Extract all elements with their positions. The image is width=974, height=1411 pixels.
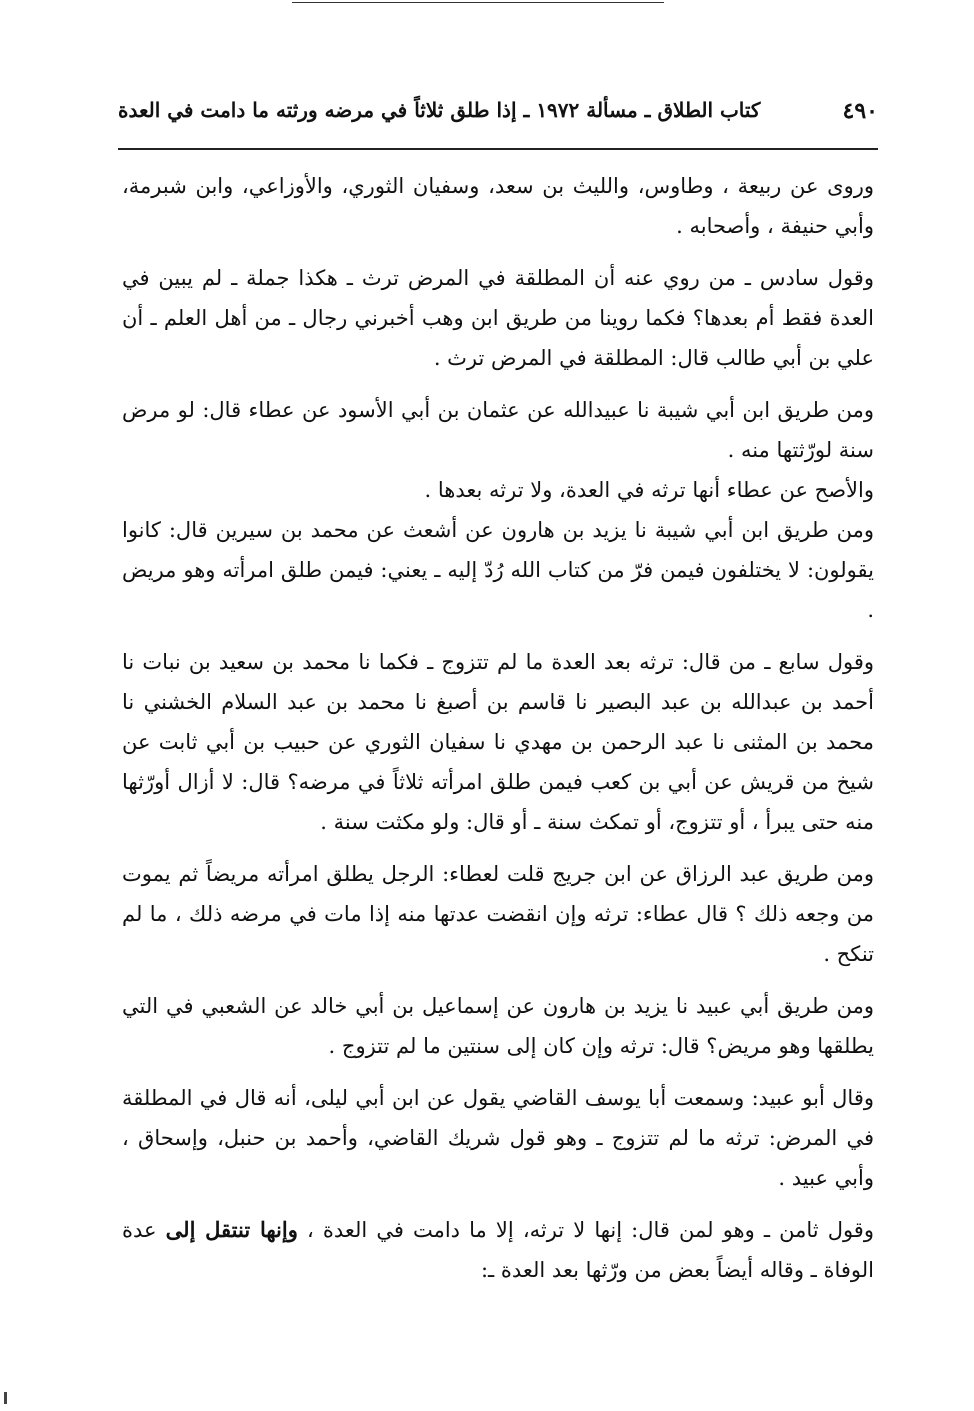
paragraph: ومن طريق أبي عبيد نا يزيد بن هارون عن إسماعيل بن أبي خالد عن الشعبي في التي يطلقها وهو مريض؟ قال: ترثه وإن كان إلى سنتين ما لم تتزوج . [122,994,874,1058]
page-body [122,166,874,1302]
final-paragraph-intro: وقول ثامن ـ وهو لمن قال: إنها لا ترثه، إلا ما دامت في العدة ، [297,1218,874,1242]
page-header [118,98,878,138]
paragraph: ومن طريق عبد الرزاق عن ابن جريج قلت لعطاء: الرجل يطلق امرأته مريضاً ثم يموت من وجعه ذلك ؟ قال عطاء: ترثه وإن انقضت عدتها منه إذا مات في مرضه ذلك ، ما لم تنكح . [122,862,874,966]
paragraph: وقال أبو عبيد: وسمعت أبا يوسف القاضي يقول عن ابن أبي ليلى، أنه قال في المطلقة في المرض: ترثه ما لم تتزوج ـ وهو قول شريك القاضي، وأحمد بن حنبل، وإسحاق ، وأبي عبيد . [122,1086,874,1190]
paragraph: ومن طريق ابن أبي شيبة نا عبيدالله عن عثمان بن أبي الأسود عن عطاء قال: لو مرض سنة لورّثتها منه . [122,398,874,462]
paragraph: وروى عن ربيعة ، وطاوس، والليث بن سعد، وسفيان الثوري، والأوزاعي، وابن شبرمة، وأبي حنيفة ، وأصحابه . [122,174,874,238]
final-paragraph-rest: عدة الوفاة ـ وقاله أيضاً بعض من ورّثها بعد العدة ـ: [122,1218,874,1282]
scan-edge-mark [4,1392,7,1404]
paragraph: والأصح عن عطاء أنها ترثه في العدة، ولا ترثه بعدها . [424,478,874,502]
page-number: ٤٩٠ [842,98,878,124]
final-paragraph-emphasis: وإنها تنتقل إلى [165,1217,298,1242]
final-paragraph [122,1210,874,1290]
paragraph: وقول سادس ـ من روي عنه أن المطلقة في المرض ترث ـ هكذا جملة ـ لم يبين في العدة فقط أم بعدها؟ فكما روينا من طريق ابن وهب أخبرني رجال ـ من أهل العلم ـ أن علي بن أبي طالب قال: المطلقة في المرض ترث . [122,266,874,370]
header-rule [118,148,878,150]
paragraph: وقول سابع ـ من قال: ترثه بعد العدة ما لم تتزوج ـ فكما نا محمد بن سعيد بن نبات نا أحمد بن عبدالله بن عبد البصير نا قاسم بن أصبغ نا محمد بن عبد السلام الخشني نا محمد بن المثنى نا عبد الرحمن بن مهدي نا سفيان الثوري عن حبيب بن أبي ثابت عن شيخ من قريش عن أبي بن كعب فيمن طلق امرأته ثلاثاً في مرضه؟ قال: لا أزال أورّثها منه حتى يبرأ ، أو تتزوج، أو تمكث سنة ـ أو قال: ولو مكثت سنة . [122,650,874,834]
running-title: كتاب الطلاق ـ مسألة ١٩٧٢ ـ إذا طلق ثلاثاً في مرضه ورثته ما دامت في العدة [118,98,761,122]
paragraph: ومن طريق ابن أبي شيبة نا يزيد بن هارون عن أشعث عن محمد بن سيرين قال: كانوا يقولون: لا يختلفون فيمن فرّ من كتاب الله رُدّ إليه ـ يعني: فيمن طلق امرأته وهو مريض . [122,518,874,622]
top-edge-rule [292,2,664,3]
